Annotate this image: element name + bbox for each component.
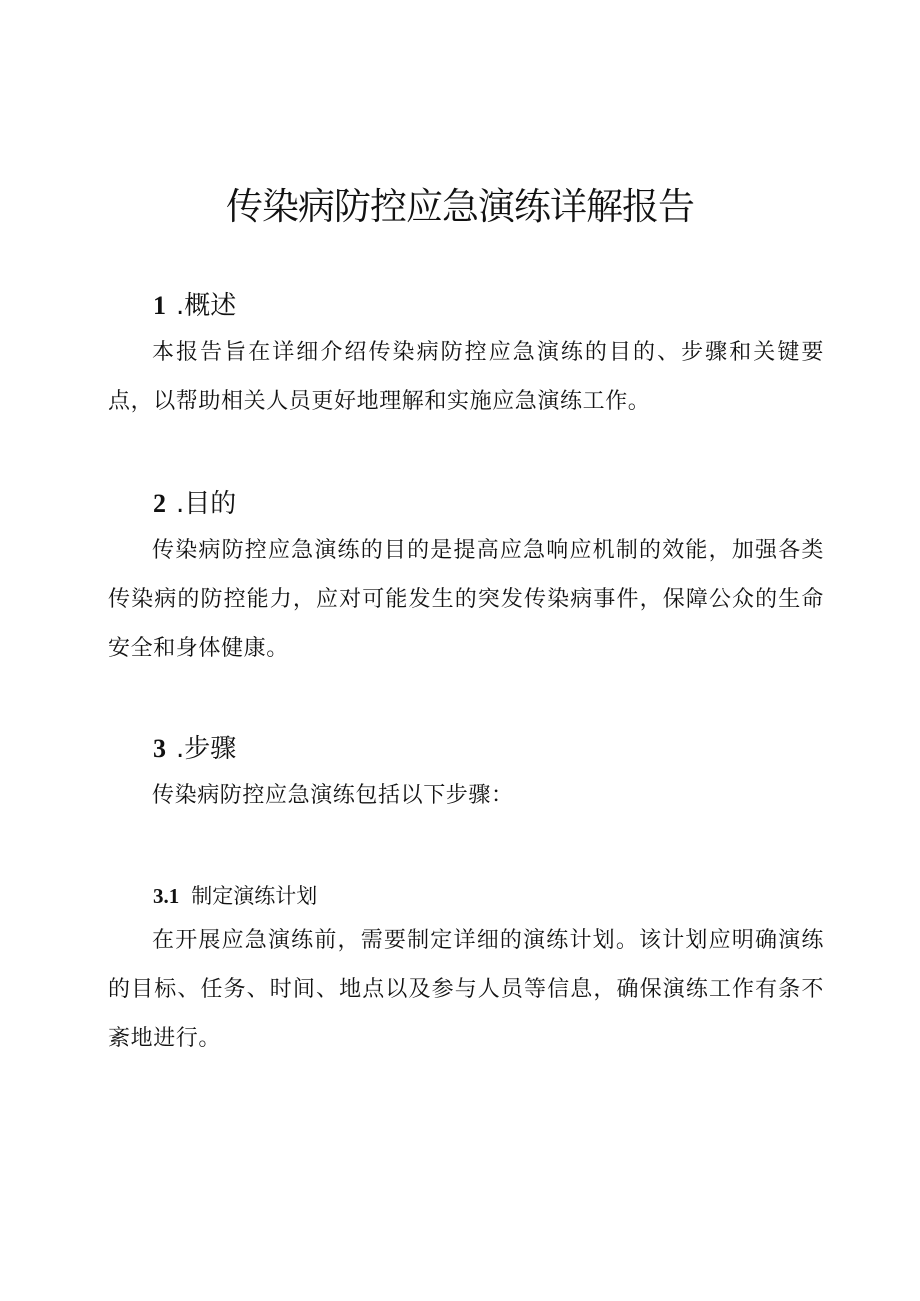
section-title: .概述 [176, 291, 237, 321]
subsection-title: 制定演练计划 [191, 884, 318, 908]
section-paragraph-purpose: 传染病防控应急演练的目的是提高应急响应机制的效能，加强各类传染病的防控能力，应对可能发生的突发传染病事件，保障公众的生命安全和身体健康。 [108, 538, 824, 661]
section-number: 2 [153, 489, 166, 518]
section-paragraph-overview: 本报告旨在详细介绍传染病防控应急演练的目的、步骤和关键要点，以帮助相关人员更好地理解和实施应急演练工作。 [108, 340, 824, 414]
section-paragraph-steps: 传染病防控应急演练包括以下步骤： [152, 783, 514, 808]
section-heading-purpose [153, 483, 236, 520]
subsection-paragraph-plan: 在开展应急演练前，需要制定详细的演练计划。该计划应明确演练的目标、任务、时间、地点以及参与人员等信息，确保演练工作有条不紊地进行。 [108, 928, 824, 1051]
subsection-number: 3.1 [153, 884, 180, 908]
section-heading-steps [153, 728, 236, 765]
section-title: .步骤 [176, 734, 237, 764]
subsection-heading-plan [153, 880, 317, 910]
section-title: .目的 [176, 489, 237, 519]
section-number: 1 [153, 291, 166, 320]
section-heading-overview [153, 285, 236, 322]
document-title: 传染病防控应急演练详解报告 [226, 185, 694, 228]
section-number: 3 [153, 734, 166, 763]
